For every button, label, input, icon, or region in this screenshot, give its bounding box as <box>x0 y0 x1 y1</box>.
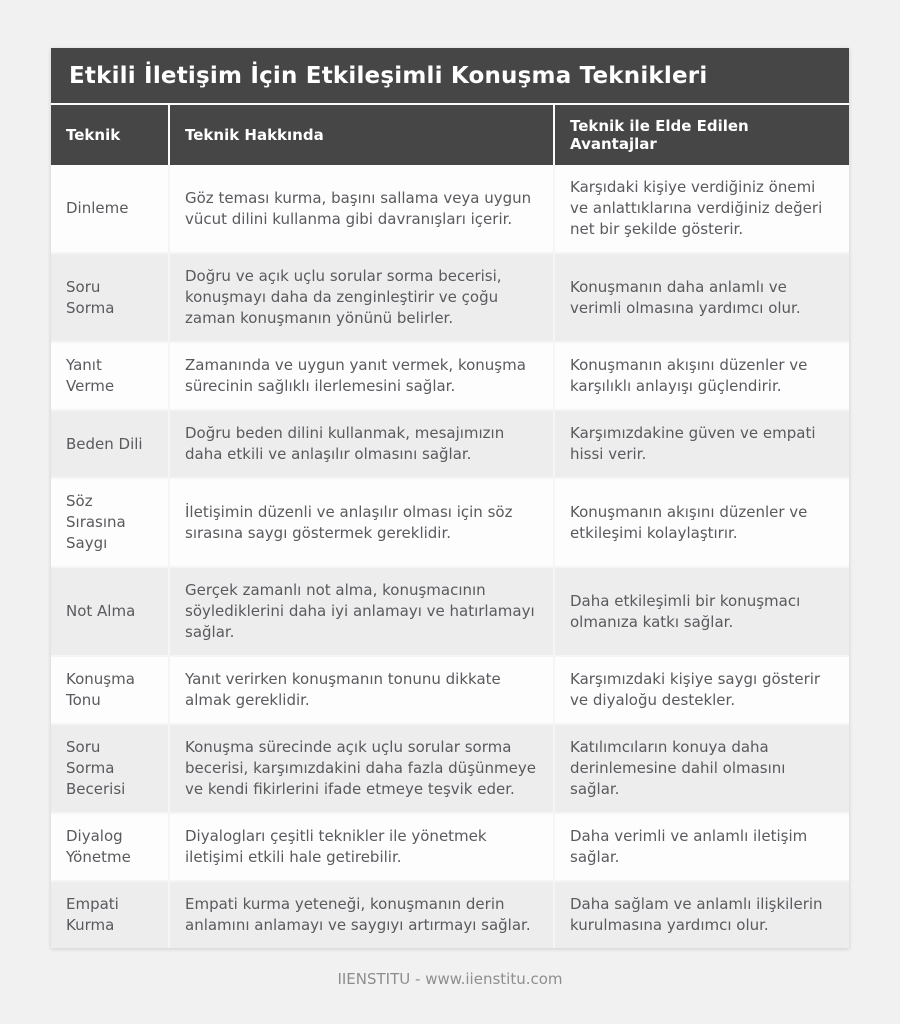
cell-avantaj: Konuşmanın akışını düzenler ve karşılıklı anlayışı güçlendirir. <box>555 343 849 409</box>
cell-hakkinda: Konuşma sürecinde açık uçlu sorular sorma becerisi, karşımızdakini daha fazla düşünmeye ve kendi fikirlerini ifade etmeye teşvik eder. <box>170 725 553 812</box>
cell-teknik: Beden Dili <box>51 411 168 477</box>
cell-avantaj: Katılımcıların konuya daha derinlemesine dahil olmasını sağlar. <box>555 725 849 812</box>
table-row <box>51 882 849 948</box>
table-body <box>51 165 849 948</box>
cell-avantaj: Daha etkileşimli bir konuşmacı olmanıza katkı sağlar. <box>555 568 849 655</box>
cell-hakkinda: Zamanında ve uygun yanıt vermek, konuşma sürecinin sağlıklı ilerlemesini sağlar. <box>170 343 553 409</box>
table-row <box>51 814 849 880</box>
cell-teknik: Not Alma <box>51 568 168 655</box>
cell-teknik: Soru Sorma <box>51 254 168 341</box>
cell-avantaj: Karşımızdakine güven ve empati hissi verir. <box>555 411 849 477</box>
cell-hakkinda: Gerçek zamanlı not alma, konuşmacının söylediklerini daha iyi anlamayı ve hatırlamayı sağlar. <box>170 568 553 655</box>
table-row <box>51 254 849 341</box>
cell-teknik: Yanıt Verme <box>51 343 168 409</box>
col-header-teknik: Teknik <box>51 105 168 165</box>
cell-teknik: Diyalog Yönetme <box>51 814 168 880</box>
cell-teknik: Konuşma Tonu <box>51 657 168 723</box>
table-row <box>51 479 849 566</box>
cell-hakkinda: Diyalogları çeşitli teknikler ile yönetmek iletişimi etkili hale getirebilir. <box>170 814 553 880</box>
table-row <box>51 725 849 812</box>
page-title: Etkili İletişim İçin Etkileşimli Konuşma Teknikleri <box>51 48 849 103</box>
cell-avantaj: Daha verimli ve anlamlı iletişim sağlar. <box>555 814 849 880</box>
table-row <box>51 343 849 409</box>
cell-hakkinda: Doğru ve açık uçlu sorular sorma becerisi, konuşmayı daha da zenginleştirir ve çoğu zaman konuşmanın yönünü belirler. <box>170 254 553 341</box>
cell-hakkinda: Doğru beden dilini kullanmak, mesajımızın daha etkili ve anlaşılır olmasını sağlar. <box>170 411 553 477</box>
cell-teknik: Soru Sorma Becerisi <box>51 725 168 812</box>
cell-hakkinda: Göz teması kurma, başını sallama veya uygun vücut dilini kullanma gibi davranışları içerir. <box>170 165 553 252</box>
cell-hakkinda: İletişimin düzenli ve anlaşılır olması için söz sırasına saygı göstermek gereklidir. <box>170 479 553 566</box>
table-header-row <box>51 103 849 165</box>
cell-avantaj: Karşımızdaki kişiye saygı gösterir ve diyaloğu destekler. <box>555 657 849 723</box>
cell-teknik: Empati Kurma <box>51 882 168 948</box>
table-row <box>51 657 849 723</box>
cell-hakkinda: Yanıt verirken konuşmanın tonunu dikkate almak gereklidir. <box>170 657 553 723</box>
col-header-avantajlar: Teknik ile Elde Edilen Avantajlar <box>555 105 849 165</box>
techniques-table-card <box>51 48 849 948</box>
cell-hakkinda: Empati kurma yeteneği, konuşmanın derin anlamını anlamayı ve saygıyı artırmayı sağlar. <box>170 882 553 948</box>
table-row <box>51 568 849 655</box>
footer-credit: IIENSTITU - www.iienstitu.com <box>337 970 563 988</box>
table-row <box>51 165 849 252</box>
cell-teknik: Söz Sırasına Saygı <box>51 479 168 566</box>
cell-avantaj: Konuşmanın akışını düzenler ve etkileşimi kolaylaştırır. <box>555 479 849 566</box>
cell-avantaj: Daha sağlam ve anlamlı ilişkilerin kurulmasına yardımcı olur. <box>555 882 849 948</box>
col-header-hakkinda: Teknik Hakkında <box>170 105 553 165</box>
cell-avantaj: Konuşmanın daha anlamlı ve verimli olmasına yardımcı olur. <box>555 254 849 341</box>
table-row <box>51 411 849 477</box>
cell-teknik: Dinleme <box>51 165 168 252</box>
cell-avantaj: Karşıdaki kişiye verdiğiniz önemi ve anlattıklarına verdiğiniz değeri net bir şekilde gösterir. <box>555 165 849 252</box>
